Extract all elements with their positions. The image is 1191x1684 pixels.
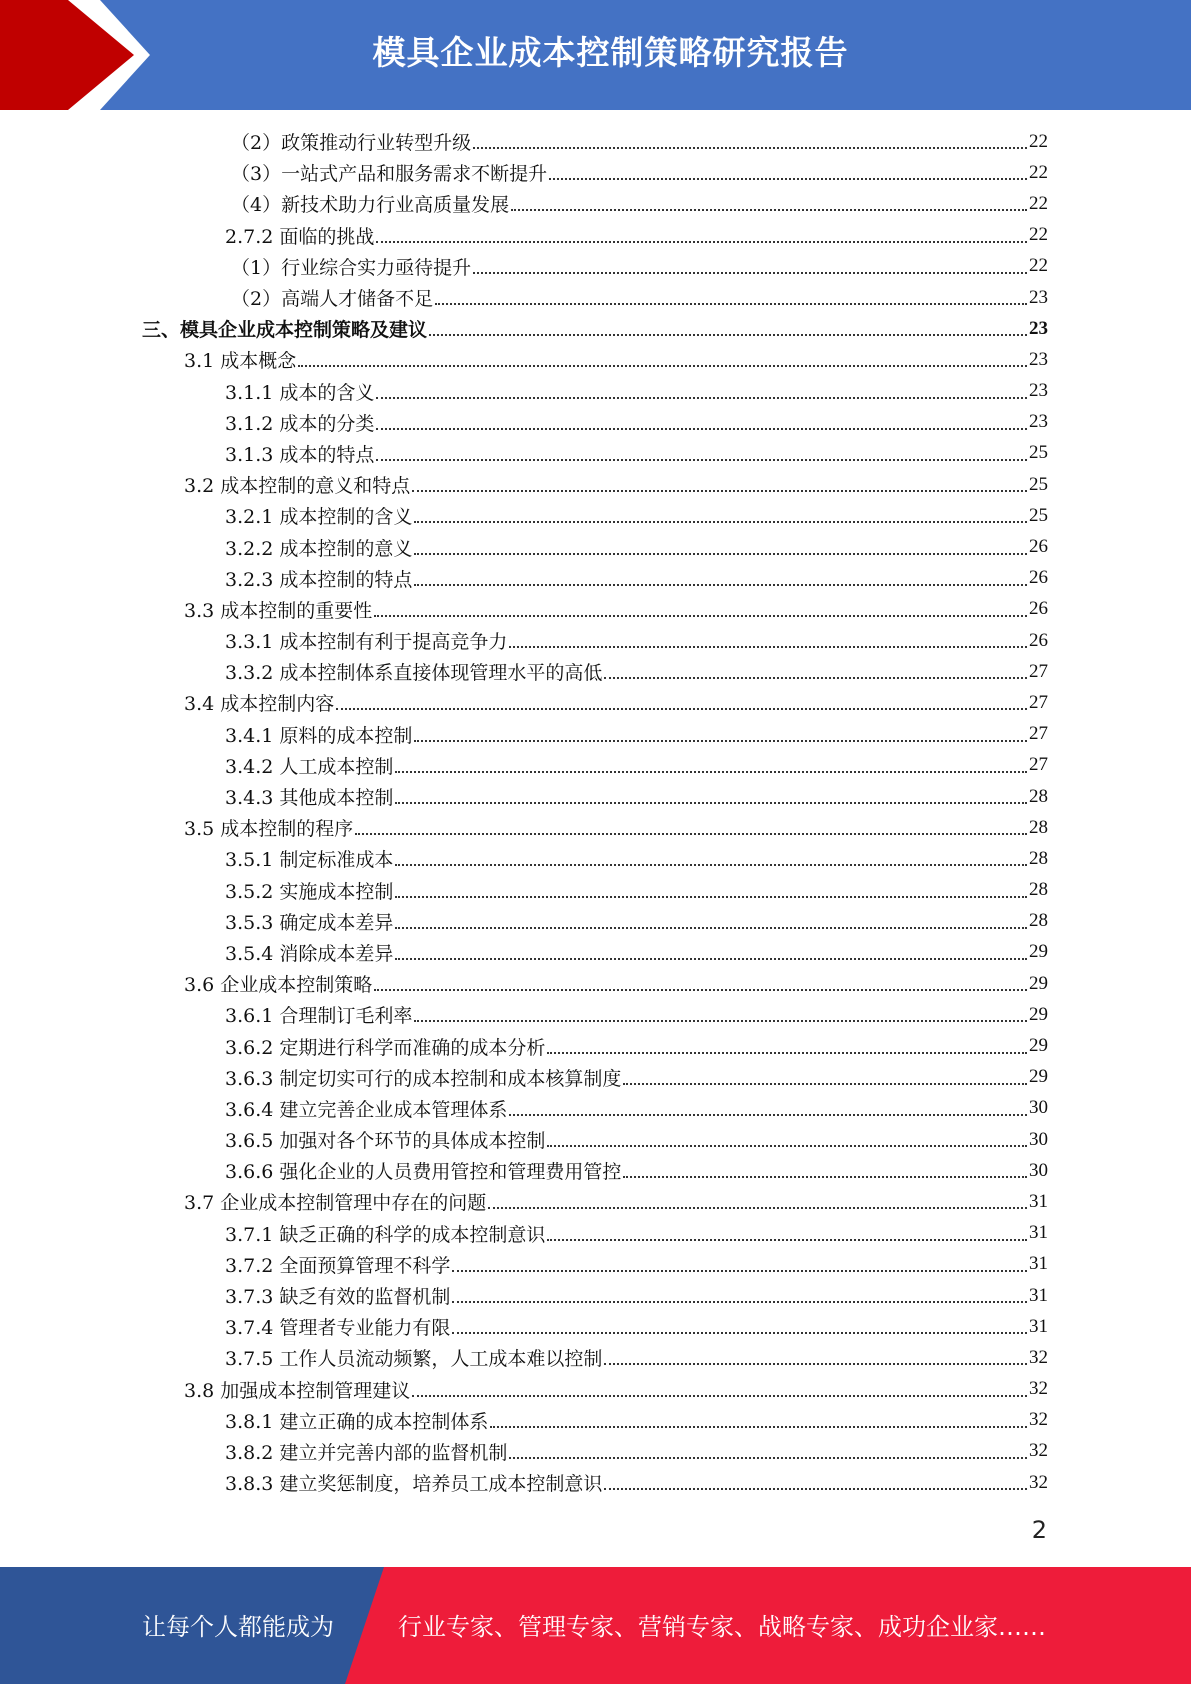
toc-entry-title: 3.6 企业成本控制策略 bbox=[184, 974, 373, 997]
toc-dot-leader bbox=[604, 1362, 1027, 1365]
page-header bbox=[0, 0, 1191, 110]
toc-entry-title: 3.7.2 全面预算管理不科学 bbox=[225, 1254, 451, 1277]
toc-dot-leader bbox=[429, 333, 1027, 336]
toc-entry-title: 3.6.6 强化企业的人员费用管控和管理费用管控 bbox=[225, 1161, 622, 1184]
toc-entry[interactable] bbox=[0, 1405, 1191, 1436]
toc-entry[interactable] bbox=[0, 344, 1191, 375]
toc-entry-page: 26 bbox=[1029, 598, 1048, 620]
toc-entry[interactable] bbox=[0, 469, 1191, 500]
toc-entry-page: 23 bbox=[1029, 348, 1048, 370]
toc-entry-title: 3.7.1 缺乏正确的科学的成本控制意识 bbox=[225, 1223, 546, 1246]
toc-entry-title: 3.3.2 成本控制体系直接体现管理水平的高低 bbox=[225, 662, 603, 685]
toc-entry-title: 3.2 成本控制的意义和特点 bbox=[184, 475, 411, 498]
toc-entry-title: 3.7 企业成本控制管理中存在的问题 bbox=[184, 1192, 487, 1215]
toc-entry-title: 3.7.5 工作人员流动频繁，人工成本难以控制 bbox=[225, 1348, 603, 1371]
toc-entry-title: 3.8 加强成本控制管理建议 bbox=[184, 1379, 411, 1402]
toc-entry-title: 3.6.5 加强对各个环节的具体成本控制 bbox=[225, 1130, 546, 1153]
toc-dot-leader bbox=[374, 988, 1027, 991]
toc-entry-title: 3.6.3 制定切实可行的成本控制和成本核算制度 bbox=[225, 1067, 622, 1090]
toc-entry-title: 2.7.2 面临的挑战 bbox=[225, 225, 375, 248]
toc-entry-title: 3.5.2 实施成本控制 bbox=[225, 880, 394, 903]
toc-dot-leader bbox=[435, 302, 1027, 305]
toc-dot-leader bbox=[547, 1144, 1027, 1147]
toc-entry-title: （2）高端人才储备不足 bbox=[231, 288, 434, 311]
toc-entry[interactable] bbox=[0, 1342, 1191, 1373]
toc-entry-page: 31 bbox=[1029, 1222, 1048, 1244]
toc-entry-title: 3.4.2 人工成本控制 bbox=[225, 755, 394, 778]
toc-entry[interactable] bbox=[0, 313, 1191, 344]
toc-entry-page: 23 bbox=[1029, 380, 1048, 402]
toc-entry-title: 3.5.4 消除成本差异 bbox=[225, 942, 394, 965]
toc-entry[interactable] bbox=[0, 812, 1191, 843]
toc-dot-leader bbox=[376, 427, 1027, 430]
toc-entry-page: 26 bbox=[1029, 536, 1048, 558]
footer-slogan-right: 行业专家、管理专家、营销专家、战略专家、成功企业家…… bbox=[398, 1613, 1046, 1641]
toc-dot-leader bbox=[376, 458, 1027, 461]
toc-entry-page: 29 bbox=[1029, 972, 1048, 994]
toc-entry-page: 27 bbox=[1029, 754, 1048, 776]
toc-dot-leader bbox=[623, 1175, 1027, 1178]
toc-entry-page: 31 bbox=[1029, 1315, 1048, 1337]
toc-dot-leader bbox=[604, 1487, 1027, 1490]
toc-entry-page: 23 bbox=[1029, 286, 1048, 308]
toc-entry-title: 3.6.1 合理制订毛利率 bbox=[225, 1005, 413, 1028]
toc-entry-page: 32 bbox=[1029, 1346, 1048, 1368]
toc-entry[interactable] bbox=[0, 188, 1191, 219]
table-of-contents bbox=[0, 126, 1191, 1498]
toc-entry[interactable] bbox=[0, 875, 1191, 906]
toc-dot-leader bbox=[509, 1113, 1027, 1116]
toc-dot-leader bbox=[623, 1082, 1027, 1085]
toc-entry-page: 27 bbox=[1029, 691, 1048, 713]
toc-entry[interactable] bbox=[0, 656, 1191, 687]
toc-entry[interactable] bbox=[0, 500, 1191, 531]
toc-entry-title: 3.8.2 建立并完善内部的监督机制 bbox=[225, 1441, 508, 1464]
toc-dot-leader bbox=[395, 895, 1027, 898]
toc-entry-title: 3.5.1 制定标准成本 bbox=[225, 849, 394, 872]
toc-entry[interactable] bbox=[0, 1467, 1191, 1498]
toc-dot-leader bbox=[395, 770, 1027, 773]
toc-entry-page: 30 bbox=[1029, 1159, 1048, 1181]
toc-entry-title: 3.2.3 成本控制的特点 bbox=[225, 568, 413, 591]
toc-dot-leader bbox=[412, 489, 1027, 492]
toc-dot-leader bbox=[452, 1269, 1027, 1272]
toc-dot-leader bbox=[604, 676, 1027, 679]
toc-entry[interactable] bbox=[0, 220, 1191, 251]
toc-dot-leader bbox=[395, 801, 1027, 804]
toc-entry[interactable] bbox=[0, 1062, 1191, 1093]
toc-dot-leader bbox=[509, 645, 1027, 648]
toc-entry-title: （4）新技术助力行业高质量发展 bbox=[231, 194, 510, 217]
toc-entry-page: 32 bbox=[1029, 1409, 1048, 1431]
toc-entry[interactable] bbox=[0, 750, 1191, 781]
toc-entry-title: 3.4 成本控制内容 bbox=[184, 693, 335, 716]
toc-entry[interactable] bbox=[0, 1249, 1191, 1280]
toc-dot-leader bbox=[509, 1456, 1027, 1459]
toc-entry[interactable] bbox=[0, 1218, 1191, 1249]
toc-entry-page: 28 bbox=[1029, 816, 1048, 838]
toc-entry-title: 3.1.2 成本的分类 bbox=[225, 412, 375, 435]
toc-entry-title: 3.4.1 原料的成本控制 bbox=[225, 724, 413, 747]
toc-entry-page: 29 bbox=[1029, 1035, 1048, 1057]
toc-entry-title: 3.5 成本控制的程序 bbox=[184, 818, 354, 841]
toc-entry[interactable] bbox=[0, 906, 1191, 937]
toc-entry-title: 3.2.1 成本控制的含义 bbox=[225, 506, 413, 529]
toc-dot-leader bbox=[452, 1331, 1027, 1334]
toc-entry-title: 3.7.3 缺乏有效的监督机制 bbox=[225, 1286, 451, 1309]
toc-entry[interactable] bbox=[0, 407, 1191, 438]
toc-dot-leader bbox=[549, 177, 1027, 180]
toc-entry-page: 30 bbox=[1029, 1097, 1048, 1119]
toc-entry-page: 22 bbox=[1029, 130, 1048, 152]
toc-dot-leader bbox=[547, 1238, 1027, 1241]
toc-entry[interactable] bbox=[0, 937, 1191, 968]
toc-entry[interactable] bbox=[0, 687, 1191, 718]
toc-entry-page: 26 bbox=[1029, 567, 1048, 589]
toc-dot-leader bbox=[490, 1425, 1027, 1428]
toc-entry-title: （1）行业综合实力亟待提升 bbox=[231, 256, 472, 279]
toc-entry-page: 25 bbox=[1029, 504, 1048, 526]
toc-entry[interactable] bbox=[0, 1186, 1191, 1217]
toc-dot-leader bbox=[298, 364, 1027, 367]
toc-dot-leader bbox=[473, 271, 1027, 274]
toc-entry-page: 23 bbox=[1029, 411, 1048, 433]
toc-entry[interactable] bbox=[0, 251, 1191, 282]
toc-dot-leader bbox=[355, 832, 1027, 835]
toc-dot-leader bbox=[488, 1206, 1027, 1209]
toc-entry-page: 25 bbox=[1029, 473, 1048, 495]
toc-entry-page: 22 bbox=[1029, 192, 1048, 214]
toc-entry[interactable] bbox=[0, 563, 1191, 594]
toc-entry[interactable] bbox=[0, 1374, 1191, 1405]
toc-dot-leader bbox=[376, 240, 1027, 243]
toc-entry[interactable] bbox=[0, 282, 1191, 313]
toc-entry[interactable] bbox=[0, 1030, 1191, 1061]
toc-dot-leader bbox=[374, 614, 1027, 617]
toc-entry-page: 27 bbox=[1029, 660, 1048, 682]
toc-entry[interactable] bbox=[0, 1280, 1191, 1311]
toc-entry[interactable] bbox=[0, 1155, 1191, 1186]
page-footer bbox=[0, 1567, 1191, 1684]
toc-entry[interactable] bbox=[0, 1436, 1191, 1467]
toc-entry-title: 3.1 成本概念 bbox=[184, 350, 297, 373]
toc-entry[interactable] bbox=[0, 1311, 1191, 1342]
toc-entry-title: （3）一站式产品和服务需求不断提升 bbox=[231, 163, 548, 186]
toc-entry-title: 3.1.1 成本的含义 bbox=[225, 381, 375, 404]
toc-entry-title: 3.5.3 确定成本差异 bbox=[225, 911, 394, 934]
toc-dot-leader bbox=[336, 707, 1027, 710]
toc-dot-leader bbox=[414, 739, 1027, 742]
toc-entry[interactable] bbox=[0, 781, 1191, 812]
toc-entry[interactable] bbox=[0, 438, 1191, 469]
toc-entry-page: 22 bbox=[1029, 224, 1048, 246]
toc-entry[interactable] bbox=[0, 1093, 1191, 1124]
toc-dot-leader bbox=[414, 552, 1027, 555]
toc-dot-leader bbox=[473, 146, 1027, 149]
page-number: 2 bbox=[1031, 1516, 1047, 1544]
toc-entry-page: 27 bbox=[1029, 723, 1048, 745]
toc-entry[interactable] bbox=[0, 719, 1191, 750]
toc-entry-page: 29 bbox=[1029, 1066, 1048, 1088]
toc-entry-title: 3.4.3 其他成本控制 bbox=[225, 787, 394, 810]
toc-entry-title: 3.3 成本控制的重要性 bbox=[184, 599, 373, 622]
toc-entry-page: 32 bbox=[1029, 1440, 1048, 1462]
toc-entry[interactable] bbox=[0, 999, 1191, 1030]
toc-entry-title: 三、模具企业成本控制策略及建议 bbox=[142, 319, 428, 342]
toc-entry-title: 3.1.3 成本的特点 bbox=[225, 443, 375, 466]
toc-entry-title: 3.7.4 管理者专业能力有限 bbox=[225, 1317, 451, 1340]
toc-entry-page: 28 bbox=[1029, 910, 1048, 932]
toc-entry-page: 28 bbox=[1029, 785, 1048, 807]
toc-dot-leader bbox=[414, 583, 1027, 586]
toc-entry-title: 3.3.1 成本控制有利于提高竞争力 bbox=[225, 631, 508, 654]
toc-entry-page: 31 bbox=[1029, 1253, 1048, 1275]
toc-entry-title: 3.6.4 建立完善企业成本管理体系 bbox=[225, 1098, 508, 1121]
toc-entry[interactable] bbox=[0, 968, 1191, 999]
toc-entry-page: 29 bbox=[1029, 1003, 1048, 1025]
toc-entry[interactable] bbox=[0, 531, 1191, 562]
toc-entry[interactable] bbox=[0, 376, 1191, 407]
toc-entry-page: 31 bbox=[1029, 1284, 1048, 1306]
toc-dot-leader bbox=[376, 396, 1027, 399]
toc-dot-leader bbox=[414, 520, 1027, 523]
toc-entry-title: （2）政策推动行业转型升级 bbox=[231, 132, 472, 155]
toc-dot-leader bbox=[452, 1300, 1027, 1303]
toc-entry[interactable] bbox=[0, 625, 1191, 656]
toc-entry-page: 31 bbox=[1029, 1190, 1048, 1212]
toc-entry-page: 25 bbox=[1029, 442, 1048, 464]
toc-dot-leader bbox=[511, 208, 1027, 211]
document-title: 模具企业成本控制策略研究报告 bbox=[372, 33, 849, 72]
toc-entry-page: 28 bbox=[1029, 879, 1048, 901]
toc-entry[interactable] bbox=[0, 594, 1191, 625]
toc-entry-page: 22 bbox=[1029, 161, 1048, 183]
toc-entry-title: 3.2.2 成本控制的意义 bbox=[225, 537, 413, 560]
toc-entry[interactable] bbox=[0, 157, 1191, 188]
toc-entry-page: 28 bbox=[1029, 847, 1048, 869]
toc-entry[interactable] bbox=[0, 843, 1191, 874]
toc-entry-page: 29 bbox=[1029, 941, 1048, 963]
toc-entry[interactable] bbox=[0, 1124, 1191, 1155]
toc-entry-page: 30 bbox=[1029, 1128, 1048, 1150]
toc-entry-page: 22 bbox=[1029, 255, 1048, 277]
toc-dot-leader bbox=[395, 926, 1027, 929]
toc-dot-leader bbox=[395, 957, 1027, 960]
footer-slogan-left: 让每个人都能成为 bbox=[142, 1613, 334, 1641]
toc-entry-title: 3.6.2 定期进行科学而准确的成本分析 bbox=[225, 1036, 546, 1059]
toc-dot-leader bbox=[412, 1394, 1027, 1397]
toc-entry-title: 3.8.1 建立正确的成本控制体系 bbox=[225, 1410, 489, 1433]
toc-entry[interactable] bbox=[0, 126, 1191, 157]
toc-entry-page: 26 bbox=[1029, 629, 1048, 651]
toc-entry-page: 32 bbox=[1029, 1378, 1048, 1400]
toc-dot-leader bbox=[395, 863, 1027, 866]
toc-dot-leader bbox=[547, 1051, 1027, 1054]
toc-entry-title: 3.8.3 建立奖惩制度，培养员工成本控制意识 bbox=[225, 1473, 603, 1496]
toc-dot-leader bbox=[414, 1019, 1027, 1022]
toc-entry-page: 32 bbox=[1029, 1471, 1048, 1493]
toc-entry-page: 23 bbox=[1029, 317, 1048, 339]
